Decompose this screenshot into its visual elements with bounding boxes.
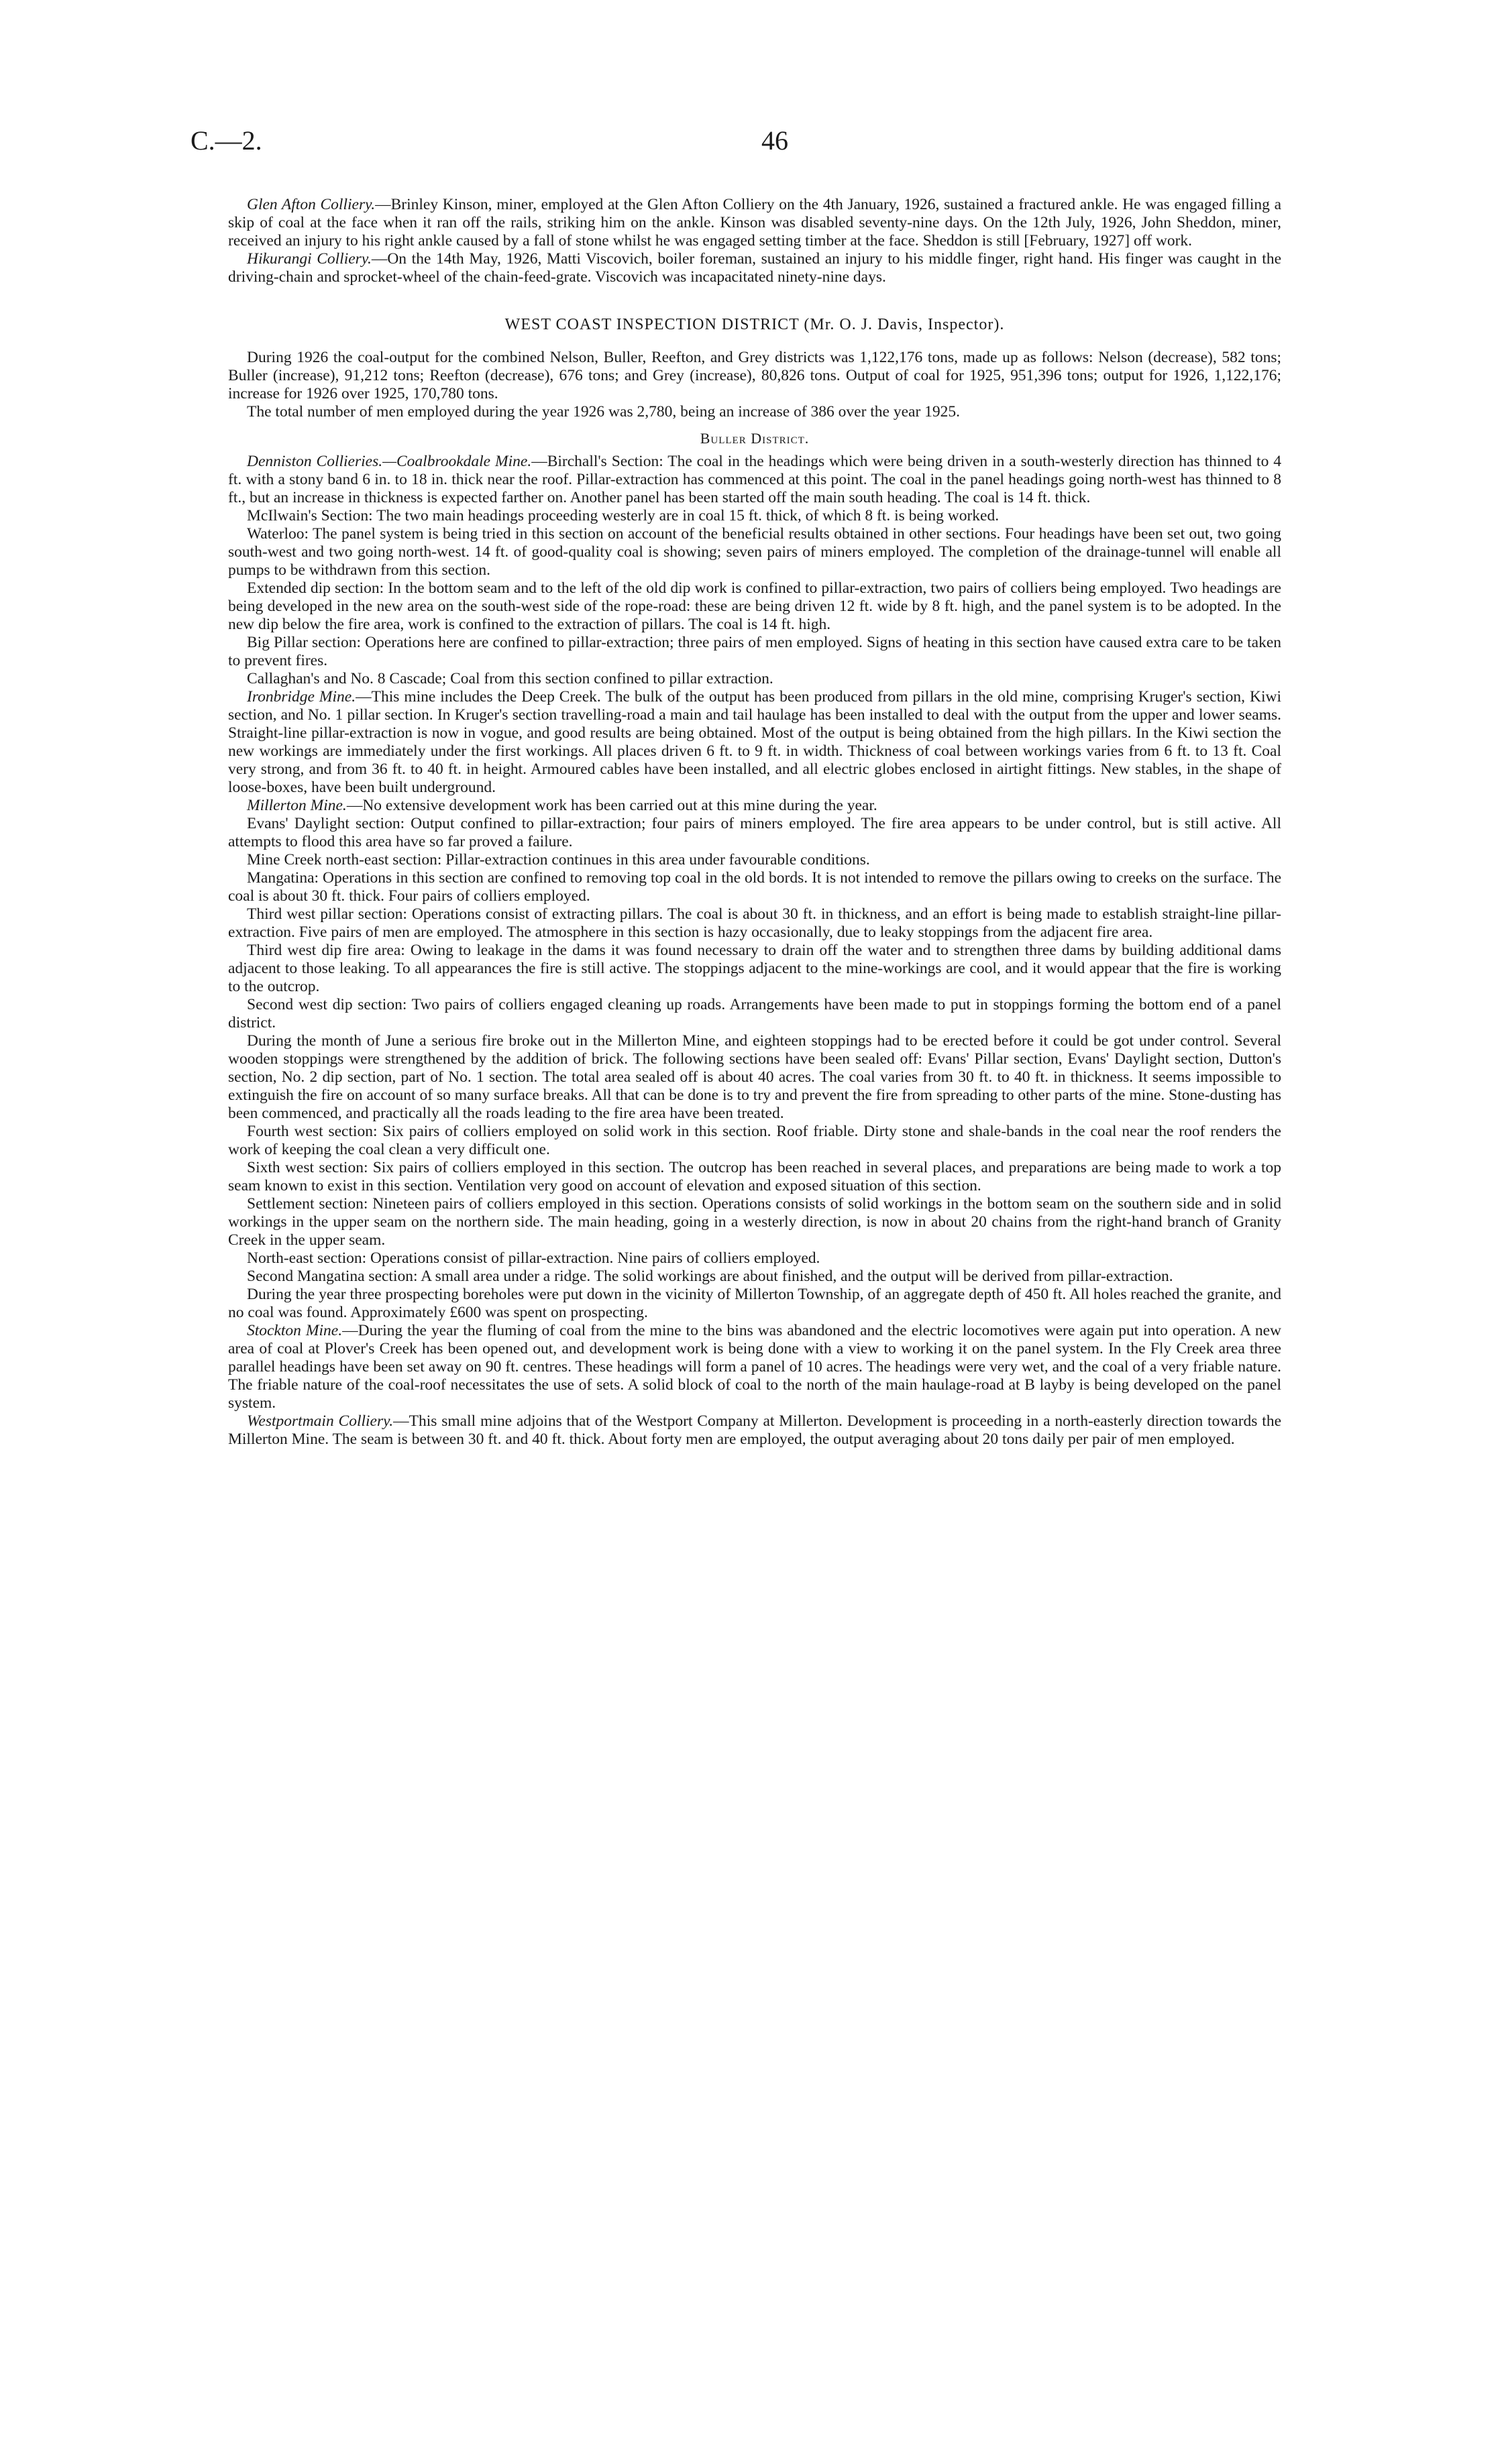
paragraph [228,942,1281,996]
section-heading: WEST COAST INSPECTION DISTRICT (Mr. O. J. Davis, Inspector). [504,316,1005,333]
paragraph-lead: Glen Afton Colliery. [247,196,376,213]
paragraph [228,1412,1281,1449]
paragraph [228,1123,1281,1159]
paragraph [228,1286,1281,1322]
paragraph-text: During the year three prospecting boreholes were put down in the vicinity of Millerton Township, of an aggregate depth of 450 ft. All holes reached the granite, and no coal was found. Approximately £600 was spent on prospecting. [228,1286,1281,1321]
paragraph [228,507,1281,525]
paragraph-text: Callaghan's and No. 8 Cascade; Coal from this section confined to pillar extraction. [247,670,773,687]
paragraph-text: Evans' Daylight section: Output confined to pillar-extraction; four pairs of miners employed. The fire area appears to be under control, but is still active. All attempts to flood this area have so far proved a failure. [228,815,1281,850]
paragraph [228,869,1281,905]
paragraph: The total number of men employed during the year 1926 was 2,780, being an increase of 386 over the year 1925. [247,403,961,421]
paragraph-text: Mangatina: Operations in this section are confined to removing top coal in the old bords. It is not intended to remove the pillars owing to creeks on the surface. The coal is about 30 ft. thick. Four pairs of colliers employed. [228,869,1281,905]
paragraph-text: —This small mine adjoins that of the Westport Company at Millerton. Development is proceeding in a north-easterly direction towards the Millerton Mine. The seam is between 30 ft. and 40 ft. thick. About forty men are employed, the output averaging about 20 tons daily per pair of men employed. [228,1412,1282,1448]
paragraph [228,196,1281,250]
paragraph-lead: Ironbridge Mine. [247,688,356,706]
paragraph-text: Extended dip section: In the bottom seam and to the left of the old dip work is confined to pillar-extraction, two pairs of colliers being employed. Two headings are being developed in the new area on the south-west side of the rope-road: these are being driven 12 ft. wide by 8 ft. high, and the panel system is to be adopted. In the new dip below the fire area, work is confined to the extraction of pillars. The coal is 14 ft. high. [228,579,1281,633]
paragraph-lead: Stockton Mine. [247,1322,343,1339]
district-heading: Buller District. [700,430,810,447]
paragraph [228,851,1281,869]
paragraph-lead: Hikurangi Colliery. [247,250,372,268]
paragraph-text: Mine Creek north-east section: Pillar-extraction continues in this area under favourable conditions. [247,851,870,869]
paragraph-text: Fourth west section: Six pairs of colliers employed on solid work in this section. Roof friable. Dirty stone and shale-bands in the coal near the roof renders the work of keeping the coal clean a very difficult one. [228,1123,1281,1158]
paragraph-text: —No extensive development work has been carried out at this mine during the year. [346,797,877,814]
paragraph-text: Settlement section: Nineteen pairs of colliers employed in this section. Operations consists of solid workings in the bottom seam on the southern side and in solid workings in the upper seam on the northern side. The main heading, going in a westerly direction, is now in about 20 chains from the right-hand branch of Granity Creek in the upper seam. [228,1195,1281,1249]
paragraph [228,250,1281,286]
paragraph [228,688,1281,797]
paragraph [228,670,1281,688]
paragraph [228,525,1281,579]
paragraph-text: Waterloo: The panel system is being tried in this section on account of the beneficial results obtained in other sections. Four headings have been set out, two going south-west and two going north-west. 14 ft. of good-quality coal is showing; seven pairs of miners employed. The completion of the drainage-tunnel will enable all pumps to be withdrawn from this section. [228,525,1281,579]
paragraph-text: —Birchall's Section: The coal in the headings which were being driven in a south-westerly direction has thinned to 4 ft. with a stony band 6 in. to 18 in. thick near the roof. Pillar-extraction has commenced at this point. The coal in the panel headings going north-west has thinned to 8 ft., but an increase in thickness is expected farther on. Another panel has been started off the main south heading. The coal is 14 ft. thick. [228,453,1282,506]
paragraph-text: Sixth west section: Six pairs of colliers employed in this section. The outcrop has been reached in several places, and preparations are being made to work a top seam known to exist in this section. Ventilation very good on account of elevation and exposed situation of this section. [228,1159,1281,1194]
paragraph [228,1032,1281,1123]
paragraph-text: Third west pillar section: Operations consist of extracting pillars. The coal is about 30 ft. in thickness, and an effort is being made to establish straight-line pillar-extraction. Five pairs of men are employed. The atmosphere in this section is hazy occasionally, due to leaky stoppings from the adjacent fire area. [228,905,1281,941]
paragraph [228,797,1281,815]
paragraph-lead: Denniston Collieries.—Coalbrookdale Mine. [247,453,532,470]
paragraph-text: Big Pillar section: Operations here are confined to pillar-extraction; three pairs of men employed. Signs of heating in this section have caused extra care to be taken to prevent fires. [228,634,1281,669]
paragraph [228,453,1281,507]
paragraph-text: North-east section: Operations consist of pillar-extraction. Nine pairs of colliers employed. [247,1249,820,1267]
paragraph [228,996,1281,1032]
page-number: 46 [761,125,788,156]
paragraph [228,1249,1281,1268]
paragraph [228,1195,1281,1249]
paragraph-lead: Millerton Mine. [247,797,347,814]
paragraph-text: McIlwain's Section: The two main headings proceeding westerly are in coal 15 ft. thick, of which 8 ft. is being worked. [247,507,1000,524]
paragraph [228,1322,1281,1412]
paragraph-text: —This mine includes the Deep Creek. The bulk of the output has been produced from pillars in the old mine, comprising Kruger's section, Kiwi section, and No. 1 pillar section. In Kruger's section travelling-road a main and tail haulage has been installed to deal with the output from the upper and lower seams. Straight-line pillar-extraction is now in vogue, and good results are being obtained. Most of the output is being obtained from the high pillars. In the Kiwi section the new workings are immediately under the first workings. All places driven 6 ft. to 9 ft. in width. Thickness of coal between workings varies from 6 ft. to 13 ft. Coal very strong, and from 36 ft. to 40 ft. in height. Armoured cables have been installed, and all electric globes enclosed in airtight fittings. New stables, in the shape of loose-boxes, have been built underground. [228,688,1281,796]
paragraph [228,1268,1281,1286]
paragraph-text: Second west dip section: Two pairs of colliers engaged cleaning up roads. Arrangements have been made to put in stoppings forming the bottom end of a panel district. [228,996,1281,1031]
paragraph-text: Second Mangatina section: A small area under a ridge. The solid workings are about finished, and the output will be derived from pillar-extraction. [247,1268,1173,1285]
paragraph-text: During the month of June a serious fire broke out in the Millerton Mine, and eighteen stoppings had to be erected before it could be got under control. Several wooden stoppings were strengthened by the addition of brick. The following sections have been sealed off: Evans' Pillar section, Evans' Daylight section, Dutton's section, No. 2 dip section, part of No. 1 section. The total area sealed off is about 40 acres. The coal varies from 30 ft. to 40 ft. in thickness. It seems impossible to extinguish the fire on account of so many surface breaks. All that can be done is to try and prevent the fire from spreading to other parts of the mine. Stone-dusting has been commenced, and practically all the roads leading to the fire area have been treated. [228,1032,1281,1122]
paragraph [228,579,1281,634]
paragraph-text: —Brinley Kinson, miner, employed at the Glen Afton Colliery on the 4th January, 1926, sustained a fractured ankle. He was engaged filling a skip of coal at the face when it ran off the rails, striking him on the ankle. Kinson was disabled seventy-nine days. On the 12th July, 1926, John Sheddon, miner, received an injury to his right ankle caused by a fall of stone whilst he was engaged setting timber at the face. Sheddon is still [February, 1927] off work. [228,196,1281,249]
intro-section [228,196,1281,286]
paragraph [228,1159,1281,1195]
series-label: C.—2. [191,125,262,156]
paragraph [228,634,1281,670]
paragraph [228,905,1281,942]
paragraph-text: —On the 14th May, 1926, Matti Viscovich, boiler foreman, sustained an injury to his middle finger, right hand. His finger was caught in the driving-chain and sprocket-wheel of the chain-feed-grate. Viscovich was incapacitated ninety-nine days. [228,250,1281,286]
paragraph-text: —During the year the fluming of coal from the mine to the bins was abandoned and the electric locomotives were again put into operation. A new area of coal at Plover's Creek has been opened out, and development work is being done with a view to working it on the panel system. In the Fly Creek area three parallel headings have been set away on 90 ft. centres. These headings will form a panel of 10 acres. The headings were very wet, and the coal of a very friable nature. The friable nature of the coal-roof necessitates the use of sets. A solid block of coal to the north of the main haulage-road at B layby is being developed on the panel system. [228,1322,1281,1412]
paragraph: During 1926 the coal-output for the combined Nelson, Buller, Reefton, and Grey districts was 1,122,176 tons, made up as follows: Nelson (decrease), 582 tons; Buller (increase), 91,212 tons; Reefton (decrease), 676 tons; and Grey (increase), 80,826 tons. Output of coal for 1925, 951,396 tons; output for 1926, 1,122,176; increase for 1926 over 1925, 170,780 tons. [228,349,1281,402]
paragraph-lead: Westportmain Colliery. [247,1412,394,1430]
summary-section [228,349,1281,421]
paragraph-text: Third west dip fire area: Owing to leakage in the dams it was found necessary to drain off the water and to strengthen three dams by building additional dams adjacent to those leaking. To all appearances the fire is still active. The stoppings adjacent to the mine-workings are cool, and it would appear that the fire is working to the outcrop. [228,942,1281,995]
district-section [228,453,1281,1449]
paragraph [228,815,1281,851]
page-body [228,196,1281,1449]
